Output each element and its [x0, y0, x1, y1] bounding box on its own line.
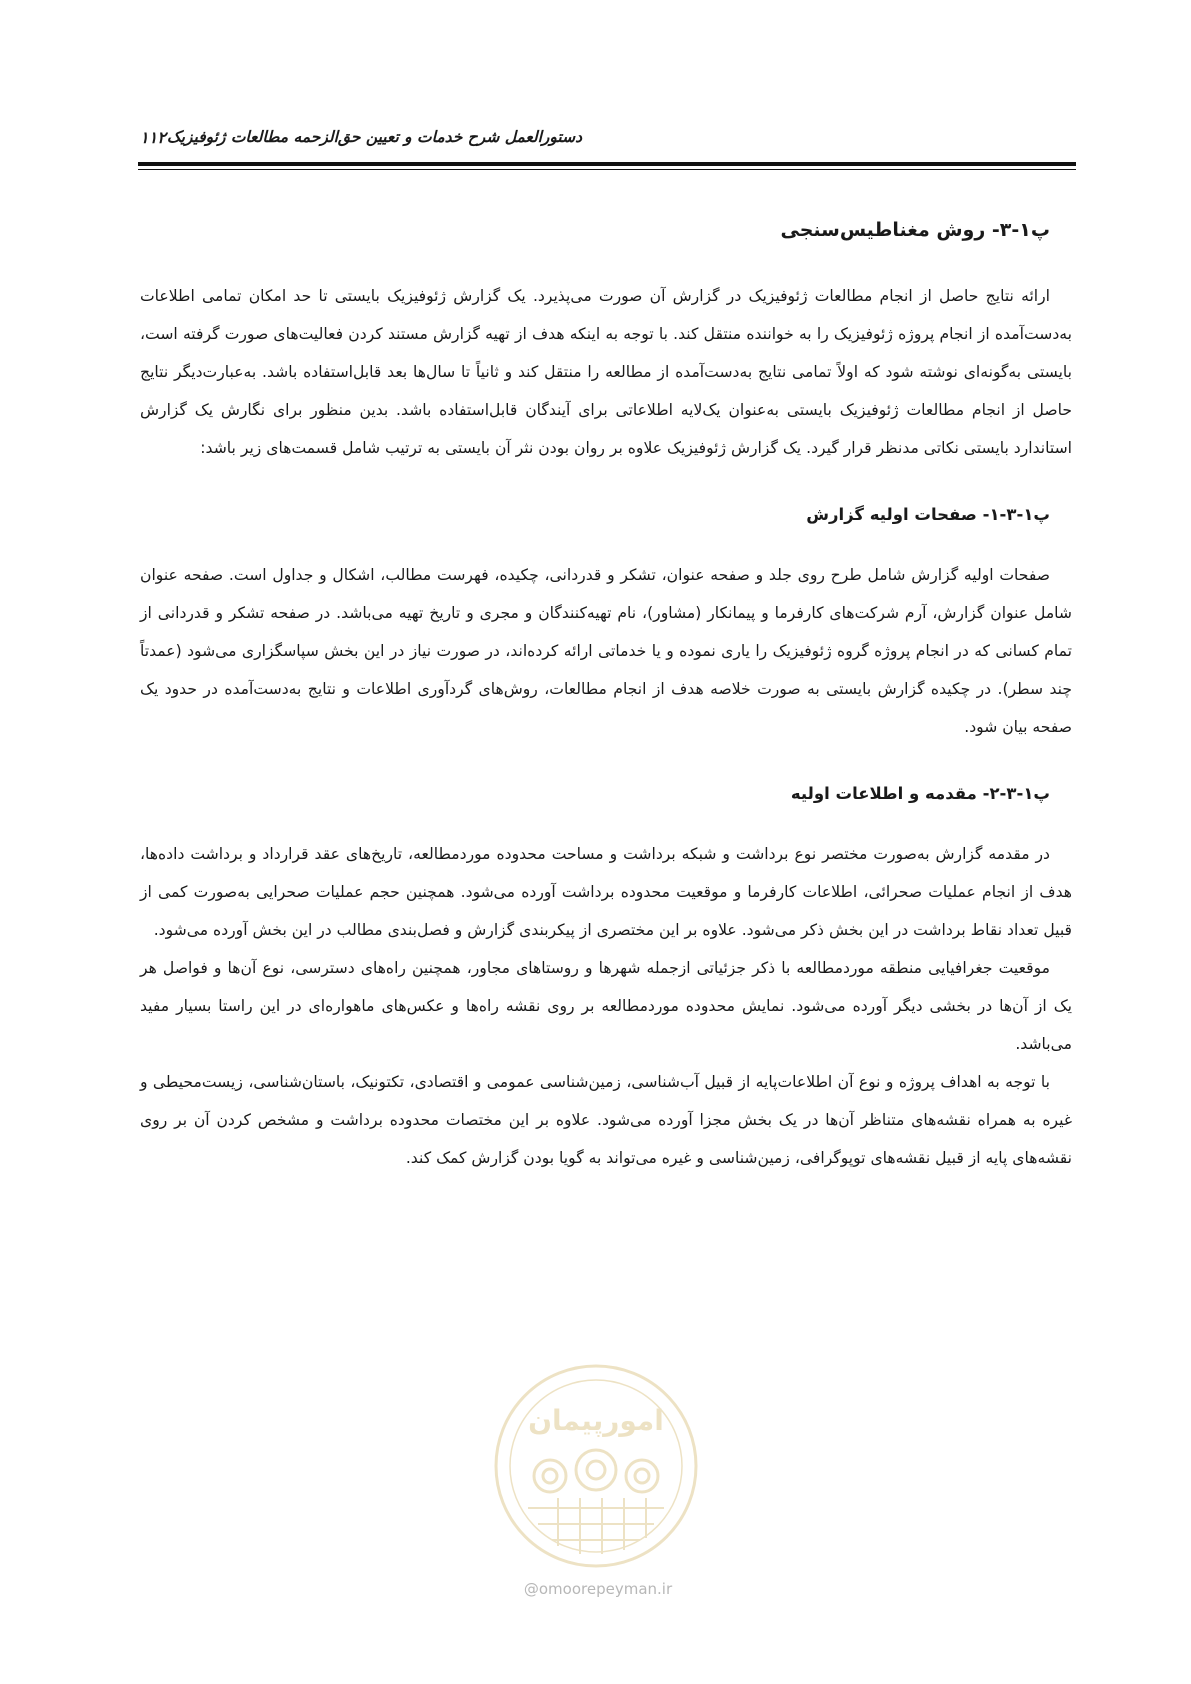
document-body	[140, 205, 1072, 1177]
running-title: دستورالعمل شرح خدمات و تعیین حق‌الزحمه مطالعات ژئوفیزیک	[166, 128, 582, 146]
subsection-title-initial-pages: پ۱-۳-۱- صفحات اولیه گزارش	[806, 505, 1050, 524]
watermark-logo-text: امورپیمان	[528, 1404, 664, 1437]
subsection-title-introduction: پ۱-۳-۲- مقدمه و اطلاعات اولیه	[790, 784, 1050, 803]
section-title: پ۱-۳- روش مغناطیس‌سنجی	[780, 219, 1050, 241]
page-header	[140, 128, 1074, 158]
introduction-paragraph-2: موقعیت جغرافیایی منطقه موردمطالعه با ذکر جزئیاتی ازجمله شهرها و روستاهای مجاور، همچنین راه‌های دسترسی، نوع آن‌ها و فواصل هر یک از آن‌ها در بخشی دیگر آورده می‌شود. نمایش محدوده موردمطالعه بر روی نقشه راه‌ها و عکس‌های ماهواره‌ای در این راستا بسیار مفید می‌باشد.	[140, 959, 1072, 1053]
header-rule-thin	[138, 169, 1076, 170]
introduction-paragraph-1: در مقدمه گزارش به‌صورت مختصر نوع برداشت و شبکه برداشت و مساحت محدوده موردمطالعه، تاریخ‌های عقد قرارداد و برداشت داده‌ها، هدف از انجام عملیات صحرائی، اطلاعات کارفرما و موقعیت محدوده برداشت آورده می‌شود. همچنین حجم عملیات صحرایی به‌صورت کمی از قبیل تعداد نقاط برداشت در این بخش ذکر می‌شود. علاوه بر این مختصری از پیکربندی گزارش و فصل‌بندی مطالب در این بخش آورده می‌شود.	[140, 845, 1072, 939]
page-number: ۱۱۲	[140, 128, 166, 147]
introduction-paragraph-3: با توجه به اهداف پروژه و نوع آن اطلاعات‌پایه از قبیل آب‌شناسی، زمین‌شناسی عمومی و اقتصادی، تکتونیک، باستان‌شناسی، زیست‌محیطی و غیره به همراه نقشه‌های متناظر آن‌ها در یک بخش مجزا آورده می‌شود. علاوه بر این مختصات محدوده برداشت و مشخص کردن آن بر روی نقشه‌های پایه از قبیل نقشه‌های توپوگرافی، زمین‌شناسی و غیره می‌تواند به گویا بودن گزارش کمک کند.	[140, 1073, 1072, 1167]
header-rule-thick	[138, 162, 1076, 166]
initial-pages-paragraph: صفحات اولیه گزارش شامل طرح روی جلد و صفحه عنوان، تشکر و قدردانی، چکیده، فهرست مطالب، اشکال و جداول است. صفحه عنوان شامل عنوان گزارش، آرم شرکت‌های کارفرما و پیمانکار (مشاور)، نام تهیه‌کنندگان و مجری و تاریخ تهیه می‌باشد. در صفحه تشکر و قدردانی از تمام کسانی که در انجام پروژه گروه ژئوفیزیک را یاری نموده و یا خدماتی ارائه کرده‌اند، در صورت نیاز در این بخش سپاسگزاری می‌شود (عمدتاً چند سطر). در چکیده گزارش بایستی به صورت خلاصه هدف از انجام مطالعات، روش‌های گردآوری اطلاعات و نتایج به‌دست‌آمده در حدود یک صفحه بیان شود.	[140, 566, 1072, 736]
intro-paragraph: ارائه نتایج حاصل از انجام مطالعات ژئوفیزیک در گزارش آن صورت می‌پذیرد. یک گزارش ژئوفیزیک بایستی تا حد امکان تمامی اطلاعات به‌دست‌آمده از انجام پروژه ژئوفیزیک را به خواننده منتقل کند. با توجه به اینکه هدف از تهیه گزارش مستند کردن فعالیت‌های صورت گرفته است، بایستی به‌گونه‌ای نوشته شود که اولاً تمامی نتایج به‌دست‌آمده از مطالعه را منتقل کند و ثانیاً تا سال‌ها بعد قابل‌استفاده باشد. به‌عبارت‌دیگر نتایج حاصل از انجام مطالعات ژئوفیزیک بایستی به‌عنوان یک‌لایه اطلاعاتی برای آیندگان قابل‌استفاده باشد. بدین منظور برای نگارش یک گزارش استاندارد بایستی نکاتی مدنظر قرار گیرد. یک گزارش ژئوفیزیک علاوه بر روان بودن نثر آن بایستی به ترتیب شامل قسمت‌های زیر باشد:	[140, 287, 1072, 457]
watermark-url: @omoorepeyman.ir	[523, 1580, 673, 1598]
watermark-logo	[488, 1358, 704, 1574]
